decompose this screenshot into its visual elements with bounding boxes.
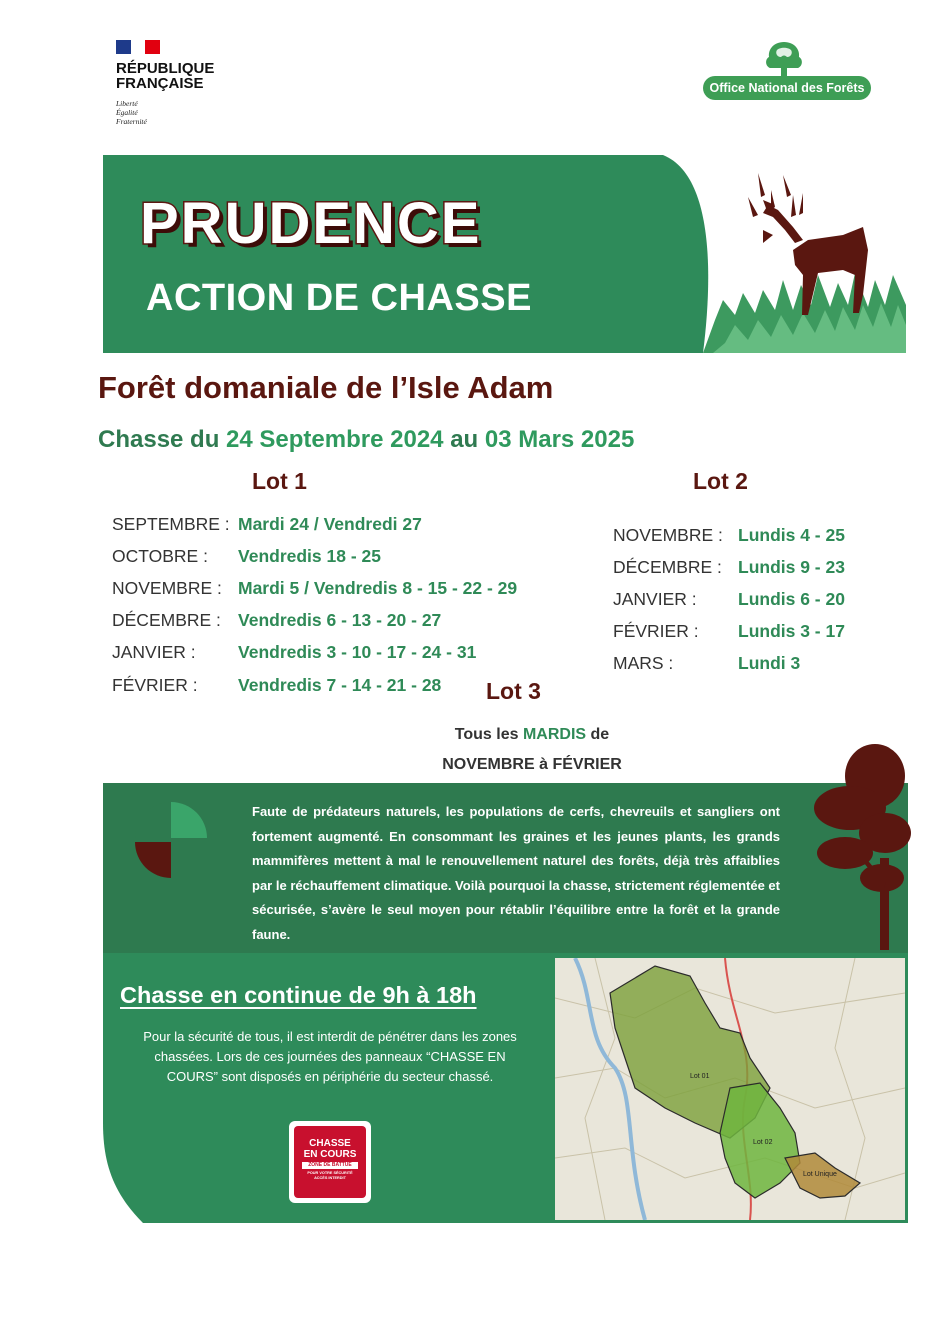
- lot3-period: NOVEMBRE à FÉVRIER: [442, 756, 622, 773]
- forest-title: Forêt domaniale de l’Isle Adam: [98, 370, 554, 405]
- quarter-circles-icon: [133, 800, 213, 880]
- motto-egalite: Égalité: [116, 108, 138, 117]
- lot1-dates: Vendredis 3 - 10 - 17 - 24 - 31: [238, 642, 477, 662]
- lot1-month: DÉCEMBRE :: [112, 610, 221, 630]
- map-label-lot-unique: Lot Unique: [803, 1171, 837, 1178]
- lot2-dates: Lundis 6 - 20: [738, 589, 845, 609]
- lot2-month: MARS :: [613, 653, 674, 673]
- motto-liberte: Liberté: [116, 99, 138, 108]
- sign-line4a: POUR VOTRE SÉCURITÉ: [307, 1171, 353, 1175]
- lot3-heading: Lot 3: [486, 678, 541, 704]
- republique-motto: [116, 99, 147, 126]
- season-mid: au: [450, 426, 479, 453]
- lot3-text-b: de: [590, 726, 610, 743]
- onf-logo: Office National des Forêts: [703, 76, 871, 100]
- lot2-month: JANVIER :: [613, 589, 697, 609]
- republique-line2: FRANÇAISE: [116, 75, 204, 92]
- lot1-dates: Vendredis 6 - 13 - 20 - 27: [238, 610, 442, 630]
- chasse-en-cours-sign: [289, 1121, 371, 1203]
- tree-icon: [800, 738, 912, 950]
- info-paragraph: Faute de prédateurs naturels, les populations de cerfs, chevreuils et sangliers ont fortement augmenté. En consommant les graines et les jeunes plants, les grands mammifères mettent à mal le renouvellement naturel des forêts, déjà très affaiblies par le réchauffement climatique. Voilà pourquoi la chasse, strictement réglementée et sécurisée, s’avère le seul moyen pour rétablir l’équilibre entre la forêt et la grande faune.: [252, 804, 780, 942]
- deer-icon: [748, 173, 868, 315]
- lot1-dates: Vendredis 18 - 25: [238, 546, 381, 566]
- season-prefix: Chasse du: [98, 426, 220, 453]
- lot1-dates: Vendredis 7 - 14 - 21 - 28: [238, 675, 442, 695]
- sign-line1: CHASSE: [309, 1138, 351, 1149]
- season-end: 03 Mars 2025: [484, 426, 635, 453]
- republique-line1: RÉPUBLIQUE: [116, 60, 215, 77]
- lot2-dates: Lundi 3: [738, 653, 801, 673]
- republique-name: [116, 61, 214, 91]
- lot1-month: OCTOBRE :: [112, 546, 208, 566]
- onf-tree-icon: [760, 40, 808, 80]
- map-label-lot02: Lot 02: [753, 1139, 773, 1146]
- lot3-description: [420, 720, 644, 780]
- lot1-heading: Lot 1: [252, 468, 307, 494]
- lot3-text-highlight: MARDIS: [522, 726, 587, 743]
- lot1-month: JANVIER :: [112, 642, 196, 662]
- lot1-month: NOVEMBRE :: [112, 578, 222, 598]
- season-start: 24 Septembre 2024: [226, 426, 444, 453]
- lot2-month: NOVEMBRE :: [613, 525, 723, 545]
- map-label-lot01: Lot 01: [690, 1073, 710, 1080]
- lot1-month: SEPTEMBRE :: [112, 514, 230, 534]
- sign-line4b: ACCÈS INTERDIT: [314, 1176, 346, 1180]
- lot1-dates: Mardi 24 / Vendredi 27: [238, 514, 422, 534]
- lot3-text-a: Tous les: [454, 726, 519, 743]
- security-text: Pour la sécurité de tous, il est interdit de pénétrer dans les zones chassées. Lors de ces journées des panneaux “CHASSE EN COURS” sont disposés en périphérie du secteur chassé.: [143, 1029, 517, 1084]
- hunting-hours-heading: Chasse en continue de 9h à 18h: [120, 982, 477, 1008]
- lot2-month: FÉVRIER :: [613, 621, 699, 641]
- sign-line2: EN COURS: [303, 1149, 357, 1160]
- sign-line3: ZONE DE BATTUE: [302, 1162, 358, 1169]
- lot1-month: FÉVRIER :: [112, 675, 198, 695]
- season-dates: [98, 426, 634, 454]
- lot2-dates: Lundis 4 - 25: [738, 525, 845, 545]
- hunting-zones-map: [555, 958, 905, 1220]
- motto-fraternite: Fraternité: [116, 117, 147, 126]
- lot2-dates: Lundis 9 - 23: [738, 557, 845, 577]
- lot2-heading: Lot 2: [693, 468, 748, 494]
- lot2-dates: Lundis 3 - 17: [738, 621, 845, 641]
- lot1-dates: Mardi 5 / Vendredis 8 - 15 - 22 - 29: [238, 578, 518, 598]
- banner-subtitle: ACTION DE CHASSE: [146, 277, 532, 319]
- banner-title: PRUDENCE: [140, 191, 482, 256]
- republique-flag-icon: [116, 40, 160, 54]
- lot2-month: DÉCEMBRE :: [613, 557, 722, 577]
